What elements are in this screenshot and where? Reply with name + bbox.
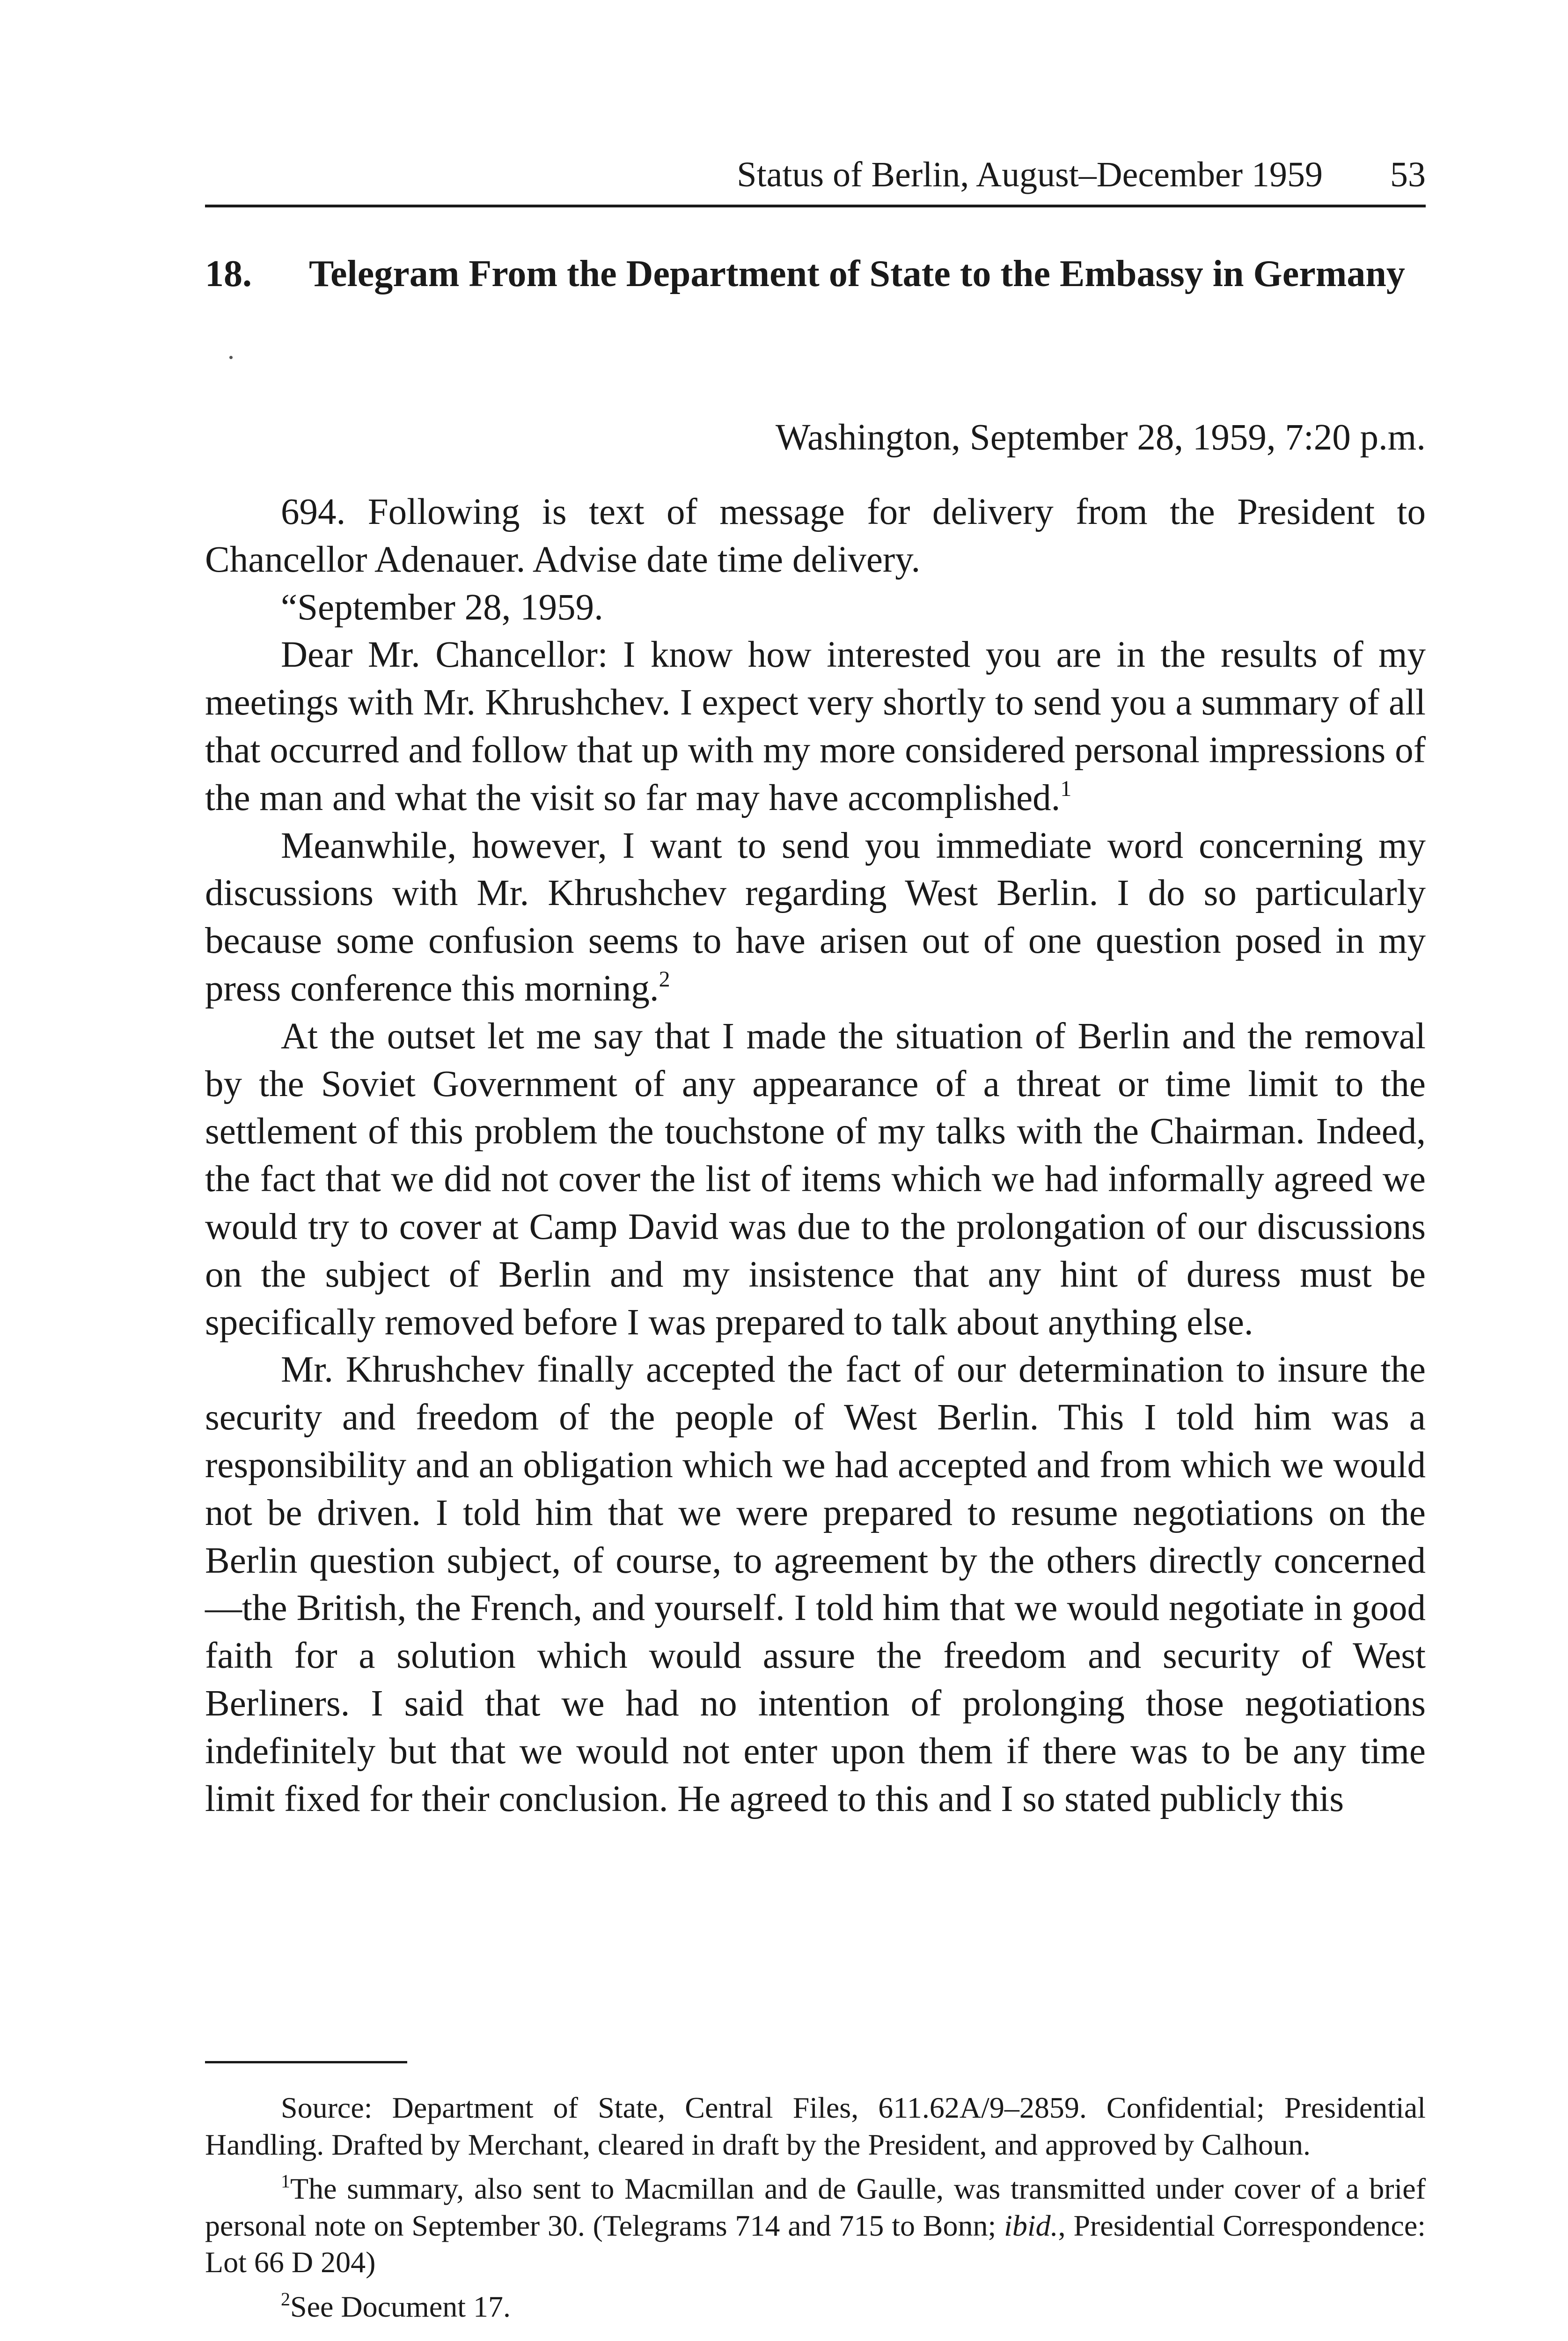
paragraph-text: Mr. Khrushchev finally accepted the fact of our determination to insure the security and freedom of the people of West Berlin. This I told him was a responsibility and an obligation which we had accepted and from which we would not be driven. I told him that we were prepared to resume negotiations on the Berlin question subject, of course, to agreement by the others directly concerned—the British, the French, and yourself. I told him that we would negotiate in good faith for a solution which would assure the freedom and security of West Berliners. I said that we had no intention of prolonging those negotiations indefinitely but that we would not enter upon them if there was to be any time limit fixed for their conclusion. He agreed to this and I so stated publicly this <box>205 1349 1426 1819</box>
header-rule <box>205 205 1426 207</box>
footnote-mark-2: 2 <box>281 2288 290 2310</box>
paragraph-text: “September 28, 1959. <box>281 587 603 628</box>
footnote-rule <box>205 2061 407 2063</box>
paragraph-outset <box>205 1013 1426 1347</box>
footnote-text: Source: Department of State, Central Files, 611.62A/9–2859. Confidential; Presidential Handling. Drafted by Merchant, cleared in draft by the President, and approved by Calhoun. <box>205 2091 1426 2161</box>
document-number: 18. <box>205 253 252 294</box>
running-head <box>205 149 1426 200</box>
footnote-ref-1: 1 <box>1060 776 1072 801</box>
paragraph-telegram-intro <box>205 488 1426 584</box>
footnote-ref-2: 2 <box>659 966 670 992</box>
body-text <box>205 488 1426 1823</box>
paragraph-text: Meanwhile, however, I want to send you immediate word concerning my discussions with Mr. Khrushchev regarding West Berlin. I do so particularly because some confusion seems to have arisen out of one question posed in my press conference this morning. <box>205 825 1426 1009</box>
paragraph-letter-date <box>205 584 1426 632</box>
footnote-text: , Presidential Correspondence: Lot 66 D 204) <box>205 2208 1426 2279</box>
document-page <box>205 0 1426 2341</box>
footnote-mark-1: 1 <box>281 2171 290 2192</box>
footnote-text: See Document 17. <box>290 2289 511 2323</box>
dateline: Washington, September 28, 1959, 7:20 p.m. <box>775 417 1426 458</box>
paragraph-text: 694. Following is text of message for delivery from the President to Chancellor Adenauer. Advise date time delivery. <box>205 492 1426 580</box>
page-number: 53 <box>1390 155 1426 194</box>
document-title: Telegram From the Department of State to the Embassy in Germany <box>309 253 1405 294</box>
footnote-ibid: ibid. <box>1004 2208 1058 2242</box>
footnote-text: The summary, also sent to Macmillan and de Gaulle, was transmitted under cover of a brief personal note on September 30. (Telegrams 714 and 715 to Bonn; <box>205 2172 1426 2242</box>
footnote-1 <box>205 2171 1426 2281</box>
footnotes <box>205 2090 1426 2333</box>
paragraph-khrushchev-accepted <box>205 1346 1426 1823</box>
paragraph-text: Dear Mr. Chancellor: I know how interested you are in the results of my meetings with Mr. Khrushchev. I expect very shortly to send you a summary of all that occurred and follow that up with my more considered personal impressions of the man and what the visit so far may have accomplished. <box>205 634 1426 818</box>
footnote-2 <box>205 2289 1426 2326</box>
footnote-source <box>205 2090 1426 2163</box>
paragraph-meanwhile <box>205 822 1426 1013</box>
running-head-title: Status of Berlin, August–December 1959 <box>737 155 1323 194</box>
paragraph-salutation <box>205 631 1426 822</box>
paragraph-text: At the outset let me say that I made the situation of Berlin and the removal by the Soviet Government of any appearance of a threat or time limit to the settlement of this problem the touchstone of my talks with the Chairman. Indeed, the fact that we did not cover the list of items which we had informally agreed we would try to cover at Camp David was due to the prolongation of our discussions on the subject of Berlin and my insistence that any hint of duress must be specifically removed before I was prepared to talk about anything else. <box>205 1016 1426 1343</box>
stray-ink-mark <box>229 356 233 359</box>
